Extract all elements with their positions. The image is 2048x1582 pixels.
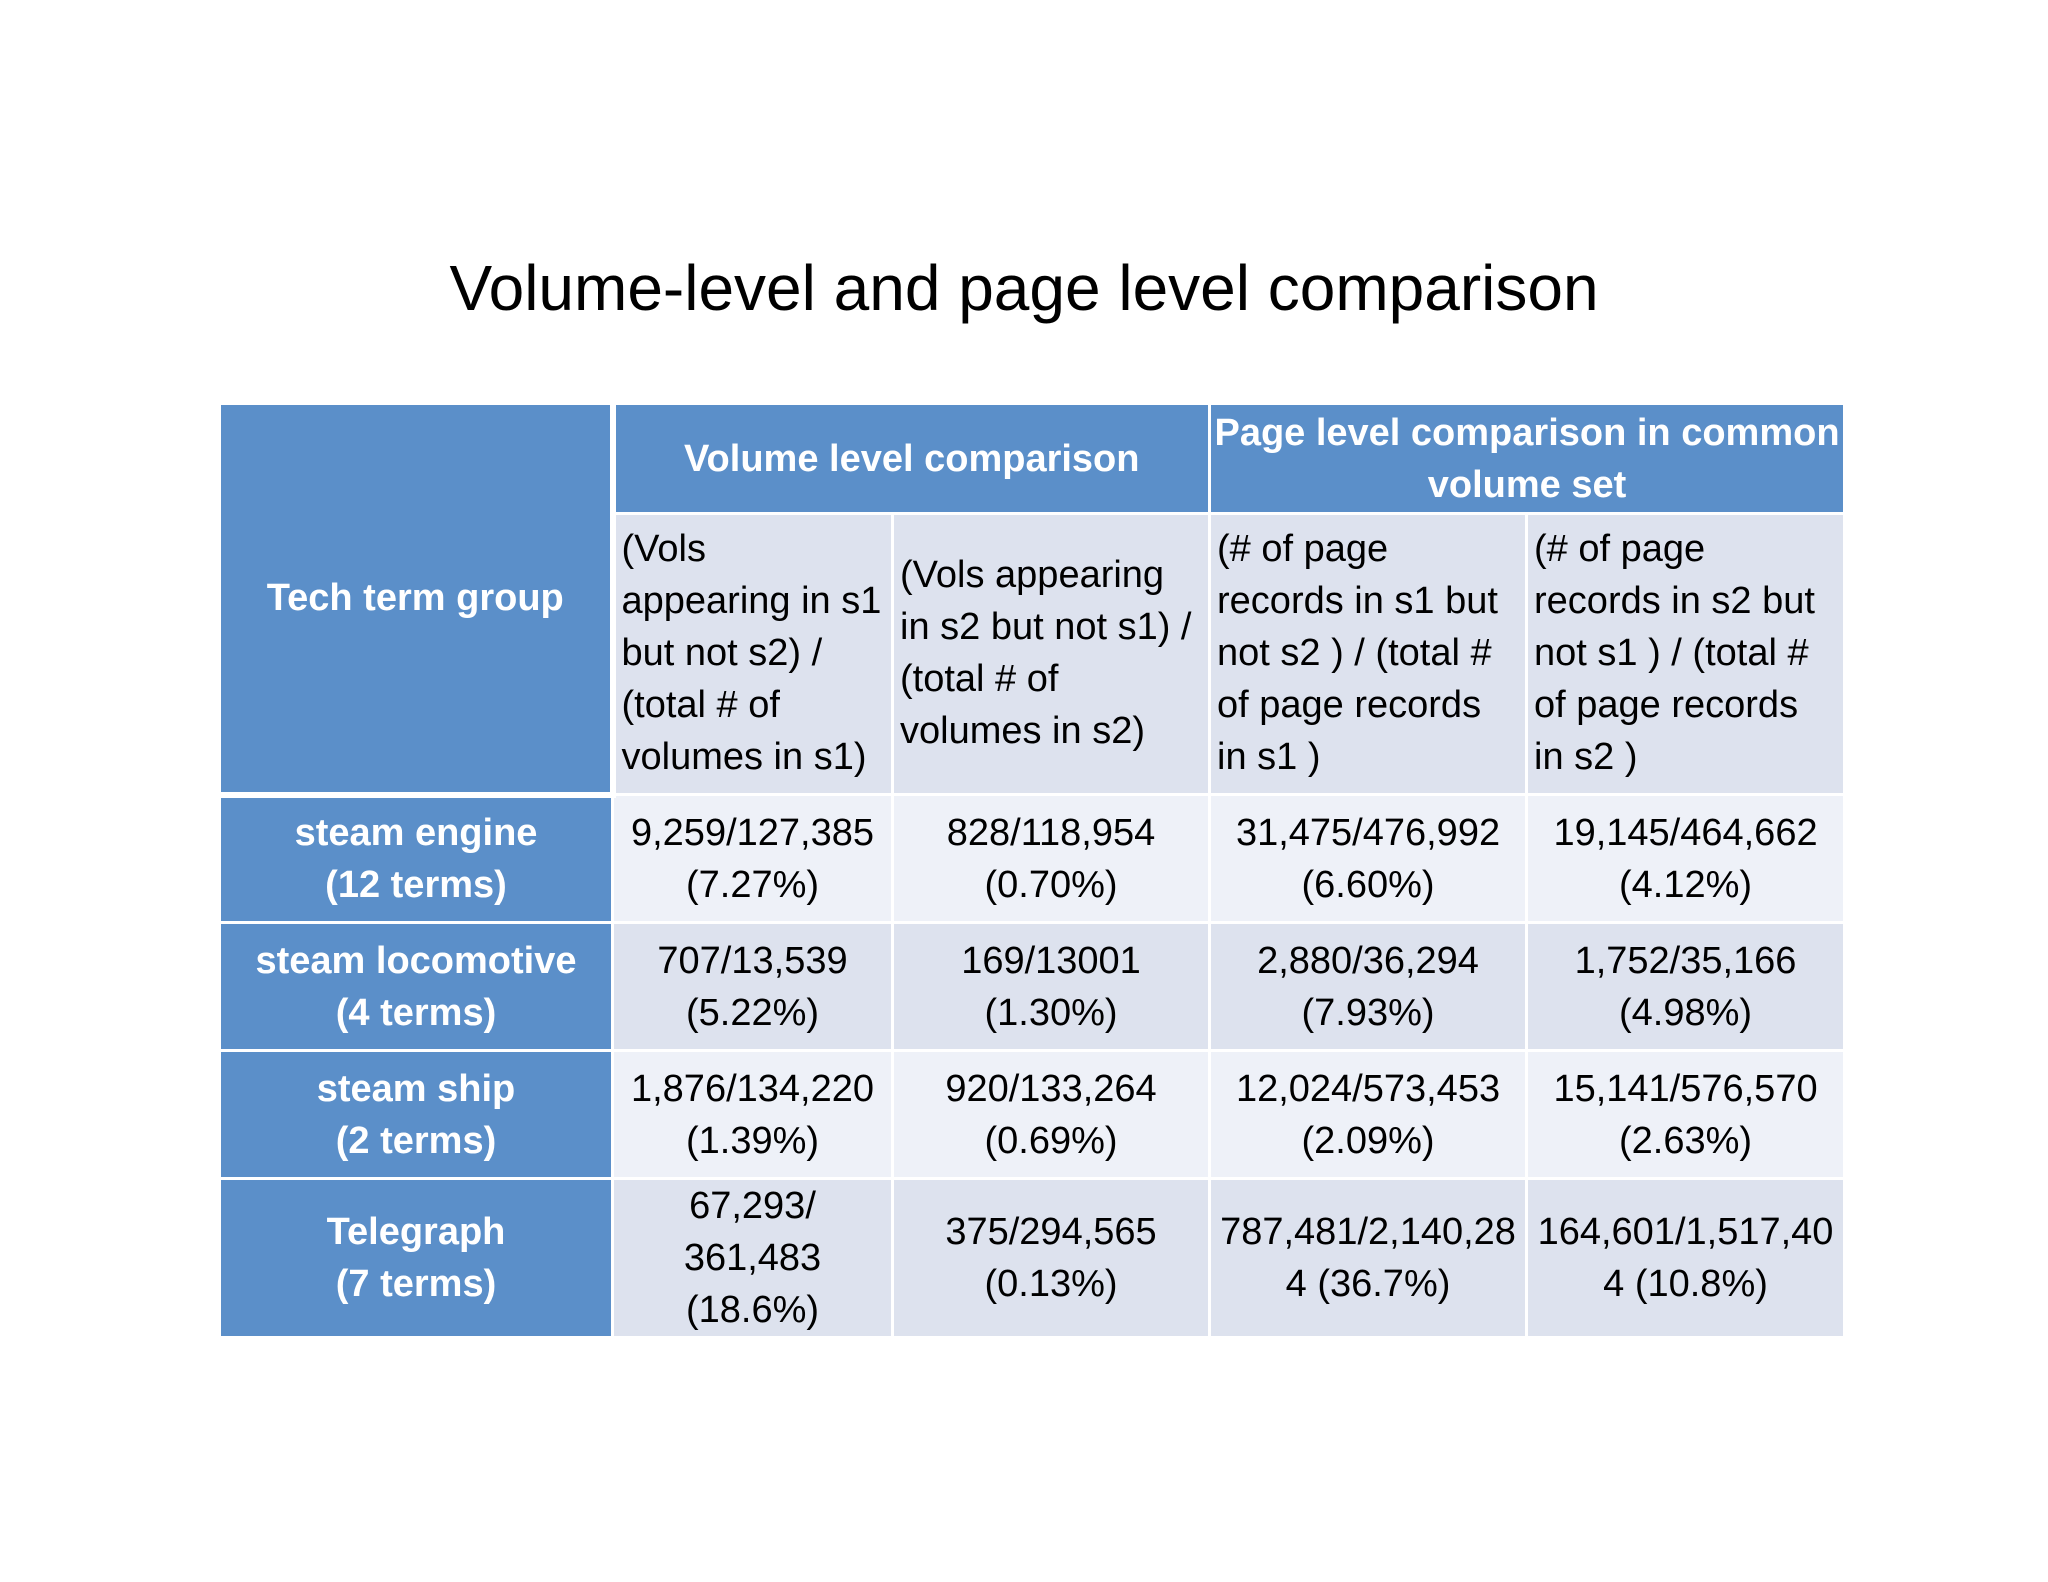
slide-title: Volume-level and page level comparison [449,252,1599,324]
table-cell [1210,923,1527,1051]
table-row [220,1179,1845,1338]
cell-percent: (2.09%) [1301,1119,1435,1162]
table-cell [1527,923,1845,1051]
group-header-row [220,404,1845,514]
cell-ratio: 164,601/1,517,40 [1537,1211,1834,1253]
sub-header-vols-s2: (Vols appearing in s2 but not s1) / (total # of volumes in s2) [893,514,1210,795]
row-header-telegraph [220,1179,613,1338]
cell-ratio: 12,024/573,453 [1235,1067,1501,1110]
table-cell [1527,795,1845,923]
cell-percent: (4.98%) [1618,991,1753,1034]
cell-ratio: 2,880/36,294 [1257,939,1479,982]
table-cell [893,795,1210,923]
group-name: Telegraph [326,1211,506,1253]
cell-ratio: 1,752/35,166 [1574,939,1797,982]
row-header-steam-locomotive [220,923,613,1051]
group-name: steam engine [294,812,538,855]
cell-percent: (7.27%) [685,863,820,906]
cell-percent: (2.63%) [1618,1119,1753,1162]
comparison-table [218,402,1846,1339]
cell-percent: (6.60%) [1301,863,1435,906]
group-terms: (12 terms) [325,864,507,907]
group-terms: (4 terms) [335,991,497,1034]
table-cell [1527,1051,1845,1179]
cell-percent: (7.93%) [1301,991,1435,1034]
cell-percent: 4 (10.8%) [1603,1263,1768,1305]
cell-ratio: 169/13001 [961,939,1141,982]
table-cell [1210,795,1527,923]
sub-header-pages-s2: (# of page records in s2 but not s1 ) / (total # of page records in s2 ) [1527,514,1845,795]
volume-level-header: Volume level comparison [613,404,1210,514]
cell-ratio: 1,876/134,220 [630,1067,874,1110]
cell-ratio: 787,481/2,140,28 [1220,1211,1516,1253]
cell-percent: (4.12%) [1618,863,1753,906]
table-cell [1210,1051,1527,1179]
table-cell [1527,1179,1845,1338]
cell-ratio: 19,145/464,662 [1553,811,1818,854]
cell-ratio: 15,141/576,570 [1553,1067,1818,1110]
cell-ratio: 920/133,264 [945,1067,1157,1110]
row-header-steam-engine [220,795,613,923]
cell-ratio: 828/118,954 [946,811,1156,854]
group-name: steam locomotive [255,939,577,982]
page-level-header: Page level comparison in common volume set [1210,404,1845,514]
cell-percent: 4 (36.7%) [1285,1263,1451,1305]
table-row [220,923,1845,1051]
cell-percent: (18.6%) [685,1289,820,1331]
sub-header-vols-s1: (Vols appearing in s1 but not s2) / (total # of volumes in s1) [613,514,893,795]
table-cell [613,795,893,923]
table-cell [1210,1179,1527,1338]
cell-ratio: 707/13,539 [657,939,848,982]
cell-percent: (5.22%) [685,991,820,1034]
cell-percent: (0.70%) [984,863,1118,906]
table-cell [613,1051,893,1179]
cell-ratio: 9,259/127,385 [630,811,874,854]
table-cell [613,1179,893,1338]
sub-header-pages-s1: (# of page records in s1 but not s2 ) / (total # of page records in s1 ) [1210,514,1527,795]
row-header-steam-ship [220,1051,613,1179]
table-cell [893,923,1210,1051]
table-cell [893,1179,1210,1338]
cell-percent: (0.69%) [984,1119,1118,1162]
group-name: steam ship [316,1067,516,1110]
cell-ratio-continued: 361,483 [683,1237,822,1279]
group-terms: (2 terms) [335,1119,497,1162]
group-terms: (7 terms) [335,1263,497,1305]
cell-ratio: 375/294,565 [945,1211,1157,1253]
cell-ratio: 31,475/476,992 [1235,811,1501,854]
tech-term-group-header: Tech term group [220,404,613,795]
cell-ratio: 67,293/ [689,1185,816,1227]
table-row [220,1051,1845,1179]
cell-percent: (1.30%) [984,991,1118,1034]
cell-percent: (0.13%) [984,1263,1118,1305]
table-row [220,795,1845,923]
table-cell [613,923,893,1051]
cell-percent: (1.39%) [685,1119,820,1162]
table-cell [893,1051,1210,1179]
